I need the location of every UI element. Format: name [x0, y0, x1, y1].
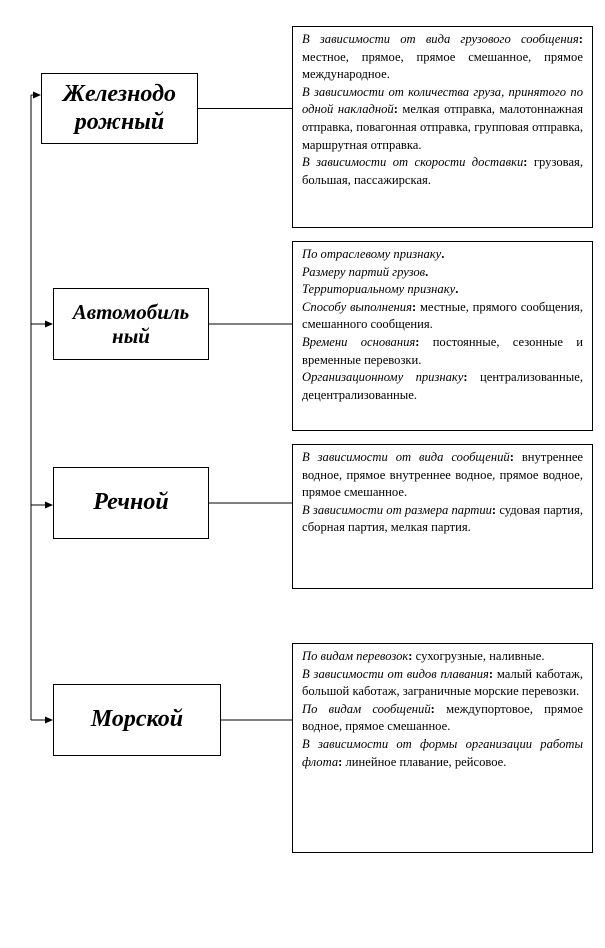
transport-type-box [41, 73, 198, 144]
criterion-values: местные, прямого сообщения, смешанного сообщения. [302, 299, 583, 332]
transport-type-name: рожный [74, 108, 165, 135]
criterion-paragraph [302, 264, 583, 282]
criterion-paragraph [302, 84, 583, 154]
criterion-paragraph [302, 246, 583, 264]
criterion-paragraph [302, 154, 583, 189]
criterion-label: По видам сообщений [302, 701, 431, 716]
criterion-paragraph [302, 299, 583, 334]
criterion-label: В зависимости от размера партии [302, 502, 492, 517]
transport-type-name: Автомобиль [72, 299, 190, 324]
criterion-label: В зависимости от скорости доставки [302, 155, 524, 170]
criterion-values: сухогрузные, наливные. [412, 649, 545, 663]
criterion-label: Размеру партий грузов [302, 264, 426, 279]
criterion-paragraph [302, 31, 583, 84]
criterion-separator: : [463, 370, 468, 385]
classification-description-box [292, 444, 593, 589]
criterion-label: В зависимости от формы организации работы флота [302, 736, 583, 769]
criterion-separator: : [415, 334, 420, 349]
classification-description-box [292, 241, 593, 431]
criterion-separator: : [509, 450, 514, 464]
transport-type-name: ный [112, 324, 150, 348]
criterion-label: В зависимости от видов плавания [302, 666, 489, 681]
criterion-label: Времени основания [302, 334, 416, 349]
arrow-head-icon [45, 321, 53, 328]
criterion-values: местное, прямое, прямое смешанное, прямое международное. [302, 49, 583, 82]
criterion-paragraph [302, 449, 583, 502]
criterion-values: мелкая отправка, малотоннажная отправка, повагонная отправка, групповая отправка, маршрутная отправка. [302, 102, 583, 152]
criterion-values: междупортовое, прямое водное, прямое смешанное. [302, 701, 584, 734]
transport-type-box [53, 684, 221, 756]
classification-description-box [292, 26, 593, 228]
criterion-values: судовая партия, сборная партия, мелкая партия. [302, 502, 583, 535]
transport-type-box [53, 288, 209, 360]
criterion-paragraph [302, 666, 583, 701]
criterion-paragraph [302, 369, 583, 404]
criterion-separator: . [455, 282, 459, 297]
arrow-head-icon [33, 92, 41, 99]
criterion-separator: : [411, 299, 417, 314]
criterion-separator: : [523, 155, 528, 170]
criterion-separator: : [491, 502, 497, 517]
criterion-label: В зависимости от количества груза, принятого по одной накладной [302, 84, 583, 117]
criterion-values: внутреннее водное, прямое внутреннее водное, прямое водное, прямое смешанное. [302, 450, 583, 500]
criterion-separator: : [338, 754, 343, 769]
criterion-separator: : [408, 649, 413, 663]
criterion-label: Организационному признаку [302, 370, 464, 385]
transport-type-name: Морской [90, 706, 184, 733]
transport-type-name: Речной [93, 489, 169, 516]
classification-description-box [292, 643, 593, 853]
criterion-separator: : [578, 32, 583, 46]
criterion-values: грузовая, большая, пассажирская. [302, 155, 583, 187]
criterion-paragraph [302, 334, 583, 369]
criterion-values: централизованные, децентрализованные. [302, 370, 583, 402]
criterion-paragraph [302, 736, 583, 771]
criterion-label: Территориальному признаку [302, 282, 456, 297]
arrow-head-icon [45, 502, 53, 509]
criterion-paragraph [302, 648, 583, 666]
criterion-paragraph [302, 701, 583, 736]
arrow-head-icon [45, 717, 53, 724]
criterion-values: постоянные, сезонные и временные перевозки. [302, 334, 583, 367]
criterion-paragraph [302, 281, 583, 299]
criterion-values: линейное плавание, рейсовое. [342, 754, 507, 769]
criterion-label: По видам перевозок [302, 649, 409, 663]
criterion-separator: : [393, 102, 398, 117]
criterion-label: По отраслевому признаку [302, 247, 442, 261]
criterion-label: В зависимости от вида грузового сообщения [302, 32, 579, 46]
criterion-separator: . [425, 264, 429, 279]
criterion-separator: . [441, 247, 445, 261]
criterion-paragraph [302, 502, 583, 537]
criterion-label: В зависимости от вида сообщений [302, 450, 510, 464]
criterion-separator: : [488, 666, 494, 681]
transport-type-name: Железнодо [62, 80, 176, 107]
criterion-values: малый каботаж, большой каботаж, заграничные морские перевозки. [302, 666, 583, 699]
criterion-separator: : [430, 701, 435, 716]
transport-type-box [53, 467, 209, 539]
criterion-label: Способу выполнения [302, 299, 412, 314]
